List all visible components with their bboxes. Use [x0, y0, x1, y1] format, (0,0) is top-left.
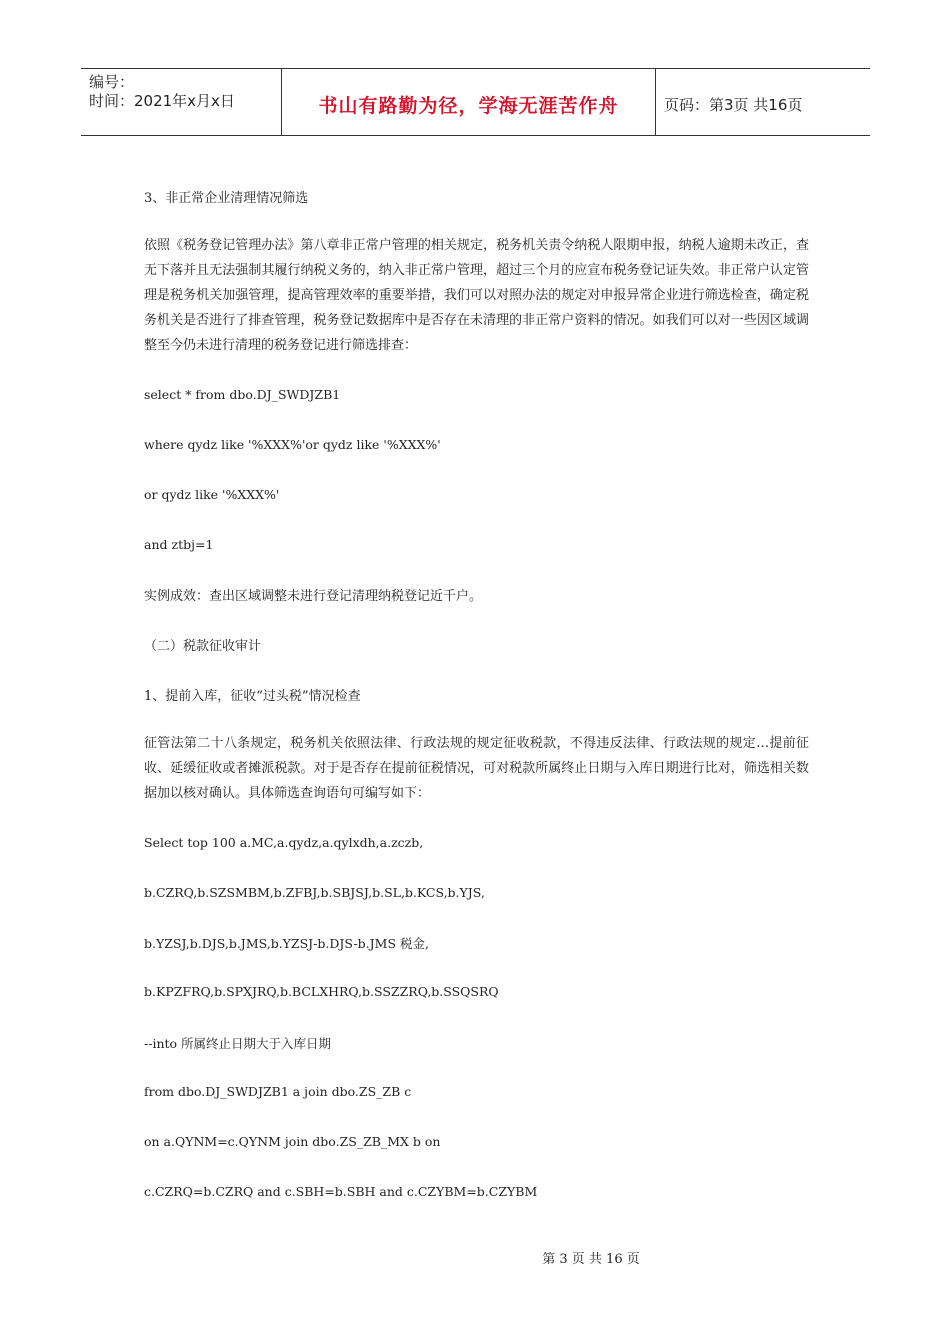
sql-line-9: --into 所属终止日期大于入库日期	[144, 1036, 332, 1051]
sql-line-5: Select top 100 a.MC,a.qydz,a.qylxdh,a.zczb,	[144, 835, 424, 850]
time-label: 时间：2021年x月x日	[89, 92, 235, 110]
sql-line-6: b.CZRQ,b.SZSMBM,b.ZFBJ,b.SBJSJ,b.SL,b.KCS,b.YJS,	[144, 885, 485, 900]
sql-line-2: where qydz like '%XXX%'or qydz like '%XXX%'	[144, 437, 441, 452]
result-line: 实例成效：查出区域调整未进行登记清理纳税登记近千户。	[144, 589, 483, 604]
sql-line-7: b.YZSJ,b.DJS,b.JMS,b.YZSJ-b.DJS-b.JMS 税金,	[144, 936, 429, 951]
sql-line-1: select * from dbo.DJ_SWDJZB1	[144, 387, 341, 402]
sql-line-4: and ztbj=1	[144, 537, 214, 552]
heading-3: 3、非正常企业清理情况筛选	[144, 191, 309, 206]
section-heading-2: （二）税款征收审计	[144, 639, 262, 654]
sql-line-10: from dbo.DJ_SWDJZB1 a join dbo.ZS_ZB c	[144, 1084, 412, 1099]
header-meta	[81, 69, 282, 135]
header-page-code: 页码：第3页 共16页	[664, 95, 803, 114]
paragraph-2: 征管法第二十八条规定，税务机关依照法律、行政法规的规定征收税款，不得违反法律、行政法规的规定…提前征收、延缓征收或者摊派税款。对于是否存在提前征税情况，可对税款所属终止日期与入库日期进行比对，筛选相关数据加以核对确认。具体筛选查询语句可编写如下：	[144, 736, 809, 801]
paragraph-1: 依照《税务登记管理办法》第八章非正常户管理的相关规定，税务机关责令纳税人限期申报，纳税人逾期未改正，查无下落并且无法强制其履行纳税义务的，纳入非正常户管理，超过三个月的应宣布税务登记证失效。非正常户认定管理是税务机关加强管理，提高管理效率的重要举措，我们可以对照办法的规定对申报异常企业进行筛选检查，确定税务机关是否进行了排查管理，税务登记数据库中是否存在未清理的非正常户资料的情况。如我们可以对一些因区域调整至今仍未进行清理的税务登记进行筛选排查：	[144, 238, 809, 353]
sql-line-8: b.KPZFRQ,b.SPXJRQ,b.BCLXHRQ,b.SSZZRQ,b.SSQSRQ	[144, 984, 499, 999]
page-header	[81, 68, 870, 136]
heading-1: 1、提前入库，征收“过头税”情况检查	[144, 689, 361, 704]
number-label: 编号：	[89, 73, 135, 91]
header-motto: 书山有路勤为径，学海无涯苦作舟	[282, 69, 656, 135]
sql-line-3: or qydz like '%XXX%'	[144, 487, 280, 502]
sql-line-11: on a.QYNM=c.QYNM join dbo.ZS_ZB_MX b on	[144, 1134, 441, 1149]
sql-line-12: c.CZRQ=b.CZRQ and c.SBH=b.SBH and c.CZYBM=b.CZYBM	[144, 1184, 538, 1199]
page-footer: 第 3 页 共 16 页	[542, 1252, 640, 1267]
